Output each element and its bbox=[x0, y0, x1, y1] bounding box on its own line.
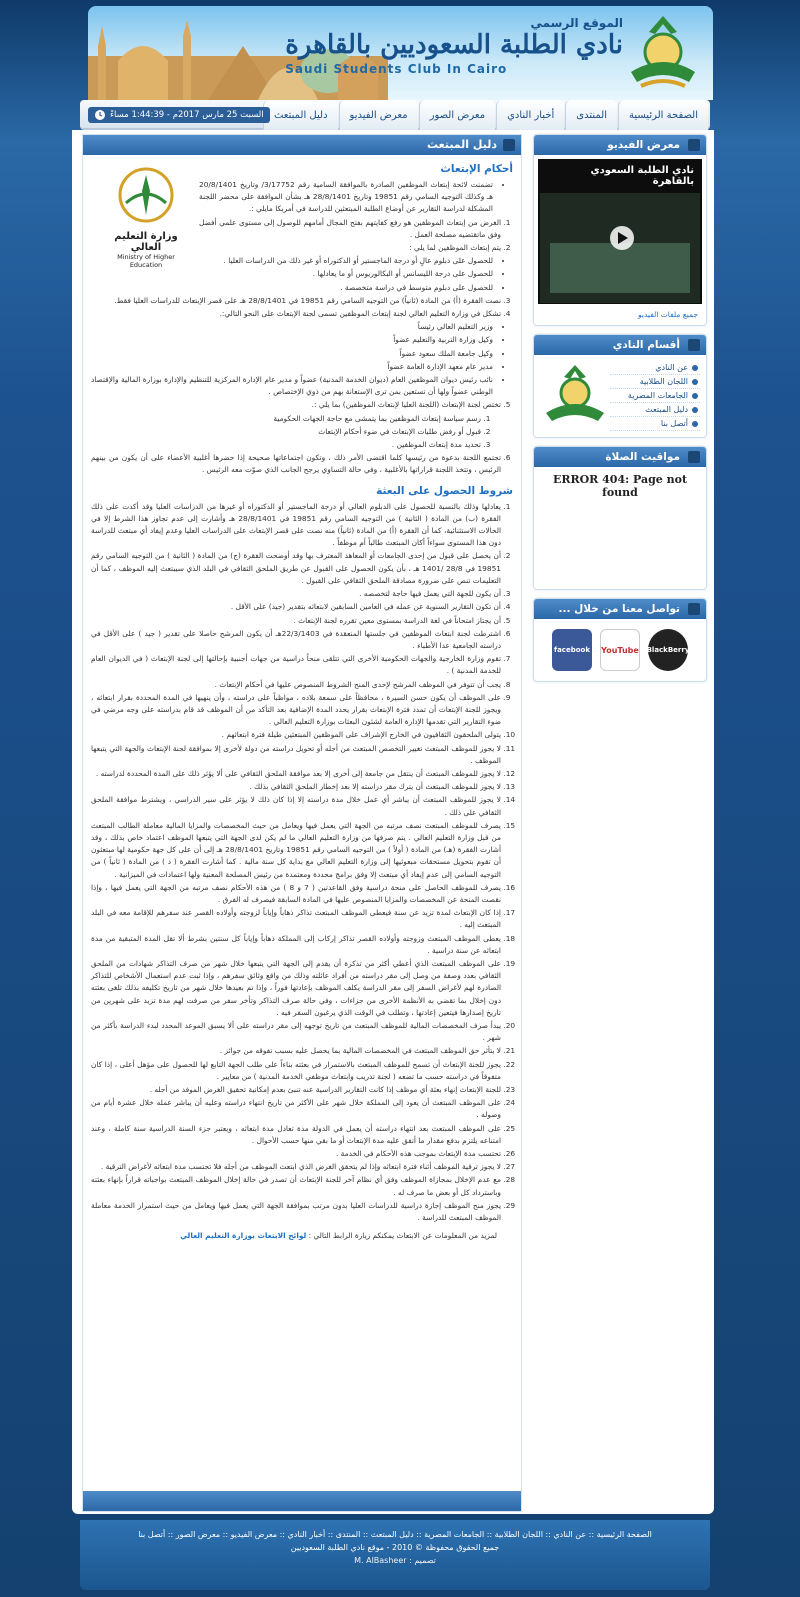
condition-item: 22. يجوز للجنة الإبتعاث أن تسمح للموظف المبتعث بالاستمرار في بعثته بناءاً على طلب الجهة التابع لها للحصول على مؤهل أعلى ، إذا كان متفوقاً في دراسته حسب ما تضعه ( لجنة تدريب وابتعاث موظفي الخدمة المدنية ) من معايير . bbox=[91, 1059, 501, 1083]
intro-text: • تضمنت لائحة إبتعاث الموظفين الصادرة بالموافقة السامية رقم 3/17752/ وتاريخ 20/8/1401 هـ وكذلك التوجيه السامي رقم 19851 وتاريخ 28/8/1401 هـ بشأن الموافقة على محضر اللجنة المشكلة لدراسة التقارير عن أوضاع الطلبة المبتعثين للدراسة في أمريكا مايلي :. bbox=[199, 179, 493, 216]
condition-item: 3. أن يكون للجهة التي يعمل فيها حاجة لتخصصه . bbox=[91, 588, 501, 600]
date-time-text: السبت 25 مارس 2017م - 1:44:39 مساءً bbox=[110, 110, 264, 120]
arrow-icon bbox=[688, 451, 700, 463]
site-title-en: Saudi Students Club In Cairo bbox=[285, 62, 508, 76]
condition-item: 7. تقوم وزارة الخارجية والجهات الحكومية الأخرى التي تتلقى منحاً دراسية من جهات أجنبية بإحالتها إلى لجنة الإبتعاث ( في الديوان العام للخدمة المدنية ) . bbox=[91, 653, 501, 677]
club-sections-header bbox=[534, 335, 706, 355]
video-box-title: معرض الفيديو bbox=[607, 139, 680, 151]
condition-item: 23. للجنة الإبتعاث إنهاء بعثة أي موظف إذا كانت التقارير الدراسية عنه تنبئ بعدم إمكانية تحقيق الغرض الموفد من أجله . bbox=[91, 1084, 501, 1096]
list-item: • وكيل وزارة التربية والتعليم عضواً bbox=[91, 334, 493, 346]
arrow-icon bbox=[688, 339, 700, 351]
sidebar bbox=[533, 134, 707, 690]
condition-item: 24. على الموظف المبتعث أن يعود إلى المملكة خلال شهر على الأكثر من تاريخ انتهاء دراسته وعليه أن يباشر عمله خلال عشرة أيام من وصوله . bbox=[91, 1097, 501, 1121]
club-emblem-icon bbox=[540, 361, 610, 431]
condition-item: 2. أن يحصل على قبول من إحدى الجامعات أو المعاهد المعترف بها وقد أوضحت الفقرة (ج) من المادة ( الثانية ) من التوجيه السامي رقم 19851 في 28/8 /1401 هـ ، بأن يكون الحصول على القبول عن طريق الملحق الثقافي في البلد الذي سيبتعث إليه الموظف ، كما أن التعليمات تنص على ضرورة مصادقة الملحق الثقافي على القبول . bbox=[91, 550, 501, 587]
site-footer bbox=[80, 1520, 710, 1590]
more-info-prefix: لمزيد من المعلومات عن الابتعاث يمكنكم زيارة الرابط التالي : bbox=[308, 1231, 497, 1241]
list-item: • وزير التعليم العالي رئيساً bbox=[91, 321, 493, 333]
ministry-name-en: Ministry of Higher Education bbox=[117, 253, 175, 269]
conditions-list bbox=[83, 501, 521, 1225]
list-item: • مدير عام معهد الإدارة العامة عضواً bbox=[91, 361, 493, 373]
condition-item: 9. على الموظف أن يكون حسن السيرة ، محافظاً على سمعة بلاده ، مواظباً على دراسته ، وأن ينهيها في المدة المحددة بقرار ابتعاثه ، ويجوز للجنة الإبتعاث أن تمدد فترة الإبتعاث بقرار يحدد المدة الإضافية بعد التأكد من أن الموظف قد قام بدراسته على وجه مرضي في ضوء التقارير التي تقدمها الإدارة العامة لشئون البعثات بوزارة التعليم العالي . bbox=[91, 692, 501, 729]
tab-club-news[interactable]: أخبار النادي bbox=[496, 100, 564, 130]
club-sections-title: أقسام النادي bbox=[612, 339, 680, 351]
video-caption: نادي الطلبة السعودي بالقاهرة bbox=[590, 165, 694, 187]
ministry-logo bbox=[101, 165, 191, 269]
condition-item: 15. يصرف للموظف المبتعث نصف مرتبه من الجهة التي يعمل فيها ويعامل من حيث المخصصات والمزايا المالية معاملة الطالب المبتعث من قبل وزارة التعليم العالي . يتم صرفها من وزارة التعليم العالي ما لم يكن لدى الجهة التي يتبعها الموظف اعتماد خاص بذلك ، وقد أشارت الفقرة (هـ) من المادة ( أولاً ) من التوجيه السامي رقم 19851 وتاريخ 28/8/1401 هـ إلى أن على كل جهة حكومية لها مبتعثون أن تقوم بتحويل مستحقات مبعوثيها إلى وزارة التعليم العالي مع بداية كل سنة مالية . كما أشارت الفقرة ( د ) من المادة ( ثانياً ) من التوجيه السامي إلى عدم إيفاد أي مبتعث إلا وفق برامج محددة ومعتمدة من رئيس المصلحة المعنية ولها اعتمادات في الميزانية . bbox=[91, 820, 501, 881]
list-item: • وكيل جامعة الملك سعود عضواً bbox=[91, 348, 493, 360]
social-title: تواصل معنا من خلال ... bbox=[558, 603, 680, 615]
content-panel bbox=[82, 134, 522, 1512]
date-time-display bbox=[88, 107, 270, 123]
all-videos-link[interactable]: جميع ملفات الفيديو bbox=[638, 310, 698, 319]
condition-item: 19. على الموظف المبتعث الذي أعطي أكثر من تذكرة أن يقدم إلى الجهة التي يتبعها خلال شهر من صرف التذاكر شهادات من الملحق الثقافي بعدد وصفة من وصل إلى مقر دراسته من أفراد عائلته وذلك من واقع وثائق سفرهم ، وإذا ثبت عدم استعمال الأشخاص للتذاكر الصادرة لهم لأغراض السفر إلى مقر الدراسة يكلف الموظف بإعادتها فوراً ، وإذا تم بعيدها خلال شهر من تاريخ تكليفه بذلك تلغى بعثته دون إخلال بما تقضي به الأنظمة الأخرى من جزاءات ، وفي حالة صرف التذاكر وتأخر سفر من صرفت لهم مدة تزيد على شهرين من تاريخ إصدارها فيتعين إعادتها ، وتطلب في الوقت الذي يرغبون السفر فيه . bbox=[91, 958, 501, 1019]
list-item: 4. تشكل في وزارة التعليم العالي لجنة إبتعاث الموظفين تسمى لجنة الإبتعاث على النحو التالي:. bbox=[91, 308, 501, 320]
condition-item: 12. لا يجوز للموظف المبتعث أن ينتقل من جامعة إلى أخرى إلا بعد موافقة الملحق الثقافي على ألا يؤثر ذلك على المدة المحددة لدراسته . bbox=[91, 768, 501, 780]
provisions-list-a bbox=[191, 217, 521, 255]
club-emblem-logo[interactable] bbox=[627, 12, 699, 96]
club-links bbox=[610, 361, 700, 431]
facebook-icon[interactable]: facebook bbox=[552, 629, 592, 671]
condition-item: 21. لا يتأثر حق الموظف المبتعث في المخصصات المالية بما يحصل عليه بسبب تفوقه من جوائز . bbox=[91, 1045, 501, 1057]
content-title-bar bbox=[83, 135, 521, 155]
scholarship-rules-link[interactable]: لوائح الابتعاث بوزارة التعليم العالي bbox=[180, 1231, 307, 1241]
list-item: 2. يتم إبتعاث الموظفين لما يلي : bbox=[199, 242, 501, 254]
footer-credit: تصميم : M. AlBasheer bbox=[354, 1556, 436, 1565]
more-info-line bbox=[83, 1225, 521, 1240]
club-link-committees[interactable]: اللجان الطلابية bbox=[610, 375, 700, 389]
list-item: 3. تحديد مدة إبتعاث الموظفين . bbox=[91, 439, 481, 451]
condition-item: 1. يعادلها وذلك بالنسبة للحصول على الدبلوم العالي أو درجة الماجستير أو الدكتوراه أو غيرها من الدراسات العليا وقد أكدت على ذلك الفقرة (ب) من المادة ( الثانية ) من التوجيه السامي رقم 19851 في 28/8/1401 هـ وأشارت إلى عدم تجاوز هذا الشرط إلا في الحالات الاستثنائية، كما أن الفقرة (أ) من المادة (ثانياً) منه نصت على قصر الإبتعاث على الدراسات العليا وعدم إيفاد أي مبتعث للدراسة دون هذا المستوى سواءاً أكان المبتعث طالباً أم موظفاً . bbox=[91, 501, 501, 550]
club-link-universities[interactable]: الجامعات المصرية bbox=[610, 389, 700, 403]
site-header bbox=[88, 6, 713, 100]
condition-item: 6. اشترطت لجنة ابتعاث الموظفين في جلستها المنعقدة في 22/3/1403هـ أن يكون المرشح حاصلا على تقدير ( جيد ) على الأقل في دراسته الجامعية عدا الأطباء . bbox=[91, 628, 501, 652]
tab-forum[interactable]: المنتدى bbox=[565, 100, 617, 130]
video-box bbox=[533, 134, 707, 326]
condition-item: 5. أن يجتاز امتحاناً في لغة الدراسة بمستوى معين تقرره لجنة الإبتعاث . bbox=[91, 615, 501, 627]
condition-item: 11. لا يجوز للموظف المبتعث تغيير التخصص المبتعث من أجله أو تحويل دراسته من دولة لأخرى إلا بموافقة لجنة الإبتعاث والجهة التي يتبعها الموظف . bbox=[91, 743, 501, 767]
condition-item: 28. مع عدم الإخلال بمجازاة الموظف وفق أي نظام آخر للجنة الإبتعاث أن تصدر في حالة إخلال الموظف المبتعث بواجباته قراراً بإنهاء بعثته وباسترداد كل أو بعض ما صرف له . bbox=[91, 1174, 501, 1198]
tab-video-gallery[interactable]: معرض الفيديو bbox=[339, 100, 418, 130]
condition-item: 25. على الموظف المبتعث بعد انتهاء دراسته أن يعمل في الدولة مدة تعادل مدة ابتعاثه ، ويعتبر جزء السنة الدراسية سنة كاملة ، وعند امتناعه يلتزم بدفع مقدار ما أنفق عليه مدة الإبتعاث أو ما بقي منها حسب الأحوال . bbox=[91, 1123, 501, 1147]
footer-links[interactable]: الصفحة الرئيسية :: عن النادي :: اللجان الطلابية :: الجامعات المصرية :: دليل المبتعث :: المنتدى :: أخبار النادي :: معرض الفيديو :: معرض الصور :: أتصل بنا bbox=[138, 1530, 652, 1539]
section-title-conditions: شروط الحصول على البعثة bbox=[376, 484, 513, 497]
provisions-list-b bbox=[83, 295, 521, 320]
site-title-block bbox=[285, 16, 623, 76]
condition-item: 8. يجب أن تتوفر في الموظف المرشح لإحدى المنح الشروط المنصوص عليها في أحكام الإبتعاث . bbox=[91, 679, 501, 691]
tab-student-guide[interactable]: دليل المبتعث bbox=[263, 100, 338, 130]
youtube-icon[interactable]: YouTube bbox=[600, 629, 640, 671]
condition-item: 17. إذا كان الإبتعاث لمدة تزيد عن سنة فيعطى الموظف المبتعث تذاكر ذهاباً وإياباً لزوجته وأولاده القصر عند سفرهم للإقامة معه في البلد المبتعث إليه . bbox=[91, 907, 501, 931]
prayer-times-header bbox=[534, 447, 706, 467]
video-player[interactable] bbox=[538, 159, 702, 304]
arrow-icon bbox=[688, 139, 700, 151]
list-item: 1. الغرض من إبتعاث الموظفين هو رفع كفايتهم بفتح المجال أمامهم للوصول إلى مستوى علمي أفضل وفق ماتقتضيه مصلحة العمل . bbox=[199, 217, 501, 241]
tab-photo-gallery[interactable]: معرض الصور bbox=[419, 100, 495, 130]
content-footer-bar bbox=[83, 1491, 521, 1511]
condition-item: 27. لا يجوز ترقية الموظف أثناء فترة ابتعاثه وإذا لم يتحقق الغرض الذي ابتعث الموظف من أجله فلا تحتسب مدة ابتعاثه لأغراض الترقية . bbox=[91, 1161, 501, 1173]
condition-item: 26. تحتسب مدة الإبتعاث بموجب هذه الأحكام في الخدمة . bbox=[91, 1148, 501, 1160]
main-navigation bbox=[80, 100, 710, 130]
list-item: • للحصول على دبلوم عالٍ أو درجة الماجستير أو الدكتوراه أو غير ذلك من الدراسات العليا . bbox=[91, 255, 493, 267]
list-item: • للحصول على دبلوم متوسط في دراسة متخصصة . bbox=[91, 282, 493, 294]
club-link-contact[interactable]: أتصل بنا bbox=[610, 417, 700, 431]
condition-item: 20. يبدأ صرف المخصصات المالية للموظف المبتعث من تاريخ توجهه إلى مقر دراسته على ألا يسبق الموعد المحدد لبدء الدراسة بأكثر من شهر . bbox=[91, 1020, 501, 1044]
condition-item: 29. يجوز منح الموظف إجازة دراسية للدراسات العليا بدون مرتب بموافقة الجهة التي يعمل فيها ويعامل من حيث استمرار الخدمة معاملة الموظف المبتعث للدراسة . bbox=[91, 1200, 501, 1224]
condition-item: 4. أن تكون التقارير السنوية عن عمله في العامين السابقين لابتعاثه بتقدير (جيد) على الأقل . bbox=[91, 601, 501, 613]
prayer-times-title: مواقيت الصلاة bbox=[605, 451, 680, 463]
blackberry-icon[interactable]: BlackBerry bbox=[648, 629, 688, 671]
club-sections-box bbox=[533, 334, 707, 438]
list-item: 1. رسم سياسة إبتعاث الموظفين بما يتمشى مع حاجة الجهات الحكومية bbox=[91, 413, 481, 425]
footer-copyright: جميع الحقوق محفوظة © 2010 - موقع نادي الطلبة السعوديين bbox=[290, 1543, 500, 1552]
video-box-header bbox=[534, 135, 706, 155]
list-item: 6. تجتمع اللجنة بدعوة من رئيسها كلما اقتضى الأمر ذلك ، وتكون اجتماعاتها صحيحة إذا حضرها أغلبية الأعضاء على أن يكون من بينهم الرئيس ، وتتخذ اللجنة قراراتها بالأغلبية ، وفي حالة التساوي يرجح الجانب الذي صوّت معه الرئيس . bbox=[91, 452, 501, 476]
club-menu bbox=[534, 355, 706, 437]
ministry-name-ar: وزارة التعليم العالي bbox=[114, 231, 178, 253]
condition-item: 13. لا يجوز للموظف المبتعث أن يترك مقر دراسته إلا بعد إخطار الملحق الثقافي بذلك . bbox=[91, 781, 501, 793]
list-item: 3. نصت الفقرة (أ) من المادة (ثانياً) من التوجيه السامي رقم 19851 في 28/8/1401 هـ على قصر الإبتعاث للدراسات العليا فقط. bbox=[91, 295, 501, 307]
condition-item: 10. يتولى الملحقون الثقافيون في الخارج الإشراف على الموظفين المبتعثين طيلة فترة ابتعاثهم . bbox=[91, 729, 501, 741]
provisions-list-c bbox=[83, 399, 521, 411]
club-link-guide[interactable]: دليل المبتعث bbox=[610, 403, 700, 417]
video-thumbnail bbox=[538, 193, 702, 303]
club-link-about[interactable]: عن النادي bbox=[610, 361, 700, 375]
list-item: • للحصول على درجة الليسانس أو البكالوريوس أو ما يعادلها . bbox=[91, 268, 493, 280]
prayer-times-box bbox=[533, 446, 707, 590]
clock-icon bbox=[94, 109, 106, 121]
provisions-list-d bbox=[83, 452, 521, 476]
committee-bullets bbox=[83, 321, 521, 398]
social-box bbox=[533, 598, 707, 682]
intro-list bbox=[191, 179, 521, 216]
list-item: 5. تختص لجنة الإبتعاث (اللجنة العليا لإبتعاث الموظفين) بما يلي :. bbox=[91, 399, 501, 411]
site-title: نادي الطلبة السعوديين بالقاهرة bbox=[285, 30, 623, 60]
condition-item: 14. لا يجوز للموظف المبتعث أن يباشر أي عمل خلال مدة دراسته إلا إذا كان ذلك لا يؤثر على سير الدراسي ، ويشترط موافقة الملحق الثقافي على ذلك . bbox=[91, 794, 501, 818]
arrow-icon bbox=[688, 603, 700, 615]
committee-tasks bbox=[83, 413, 521, 452]
section-title-provisions: أحكام الإبتعاث bbox=[440, 163, 513, 175]
tab-home[interactable]: الصفحة الرئيسية bbox=[618, 100, 708, 130]
prayer-times-error: ERROR 404: Page not found bbox=[552, 473, 688, 499]
ministry-emblem-icon bbox=[116, 165, 176, 225]
social-header bbox=[534, 599, 706, 619]
list-item: 2. قبول أو رفض طلبات الإبتعاث في ضوء أحكام الإبتعاث bbox=[91, 426, 481, 438]
condition-item: 18. يعطى الموظف المبتعث وزوجته وأولاده القصر تذاكر إركاب إلى المملكة ذهاباً وإياباً كل سنتين بشرط ألا تقل المدة المتبقية من مدة ابتعاثه عن سنة دراسية . bbox=[91, 933, 501, 957]
content-title: دليل المبتعث bbox=[426, 138, 497, 151]
site-label: الموقع الرسمي bbox=[530, 16, 623, 30]
arrow-icon bbox=[503, 139, 515, 151]
list-item: • نائب رئيس ديوان الموظفين العام (ديوان الخدمة المدنية) عضواً و مدير عام الإدارة المركزية للتنظيم والإدارة بوزارة المالية والإقتصاد الوطني عضواً ولها أن تستعين بمن ترى الإستعانة بهم من ذوي الإختصاص . bbox=[91, 374, 493, 398]
social-links bbox=[534, 619, 706, 681]
condition-item: 16. يصرف للموظف الحاصل على منحة دراسية وفق القاعدتين ( 7 و 8 ) من هذه الأحكام نصف مرتبه من الجهة التي يعمل فيها ، وإذا نقصت المنحة عن المخصصات والمزايا المنصوص عليها في المادة السابقة فيصرف له الفرق . bbox=[91, 882, 501, 906]
nav-tabs bbox=[262, 100, 708, 130]
